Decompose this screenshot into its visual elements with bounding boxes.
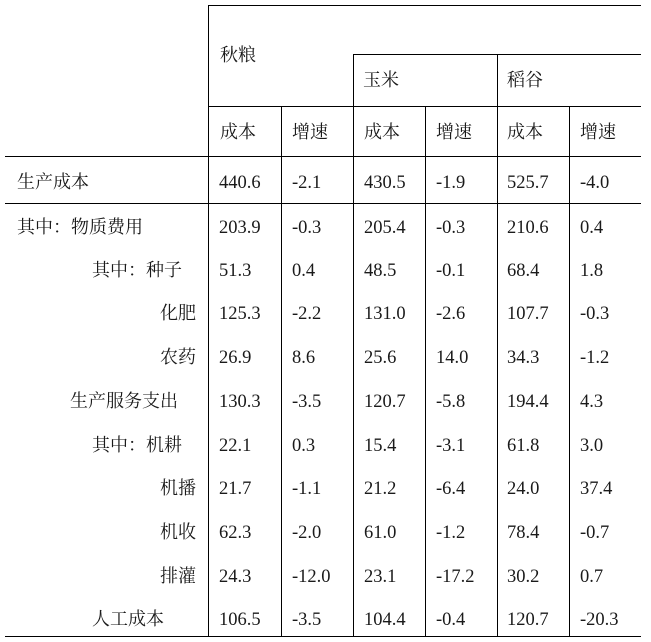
growth-cell: -17.2 xyxy=(436,567,475,587)
subheader-growth: 增速 xyxy=(580,122,616,143)
growth-cell: -0.7 xyxy=(580,523,610,543)
cost-cell: 131.0 xyxy=(364,304,406,324)
cost-cell: 62.3 xyxy=(219,523,252,543)
cost-cell: 30.2 xyxy=(507,567,540,587)
growth-cell: 8.6 xyxy=(292,348,316,368)
growth-cell: -12.0 xyxy=(292,567,331,587)
cost-cell: 210.6 xyxy=(507,218,549,238)
row-label: 人工成本 xyxy=(92,609,164,630)
row-label: 其中：种子 xyxy=(92,260,182,281)
growth-cell: -0.3 xyxy=(436,218,466,238)
subheader-growth: 增速 xyxy=(292,122,328,143)
growth-cell: 0.7 xyxy=(580,567,604,587)
cost-cell: 24.3 xyxy=(219,567,252,587)
growth-cell: -2.2 xyxy=(292,304,322,324)
growth-cell: 14.0 xyxy=(436,348,469,368)
growth-cell: 1.8 xyxy=(580,261,604,281)
cost-cell: 203.9 xyxy=(219,218,261,238)
growth-cell: -3.5 xyxy=(292,392,322,412)
row-label: 化肥 xyxy=(160,303,196,324)
cost-cell: 51.3 xyxy=(219,261,252,281)
total-row-rule xyxy=(5,203,641,204)
cost-cell: 21.7 xyxy=(219,479,252,499)
cost-cell: 107.7 xyxy=(507,304,549,324)
cost-cell: 106.5 xyxy=(219,610,261,630)
growth-cell: -3.1 xyxy=(436,436,466,456)
cost-cell: 120.7 xyxy=(507,610,549,630)
growth-cell: -1.1 xyxy=(292,479,322,499)
cost-cell: 194.4 xyxy=(507,392,549,412)
column-divider xyxy=(353,54,354,637)
growth-cell: 0.4 xyxy=(580,218,604,238)
subheader-growth: 增速 xyxy=(436,122,472,143)
table-bottom-rule xyxy=(5,636,641,637)
cost-cell: 21.2 xyxy=(364,479,397,499)
cost-cell: 23.1 xyxy=(364,567,397,587)
subheader-cost: 成本 xyxy=(220,122,256,143)
column-divider xyxy=(425,106,426,637)
cost-cell: 48.5 xyxy=(364,261,397,281)
growth-cell: -0.4 xyxy=(436,610,466,630)
label-column-divider xyxy=(208,5,209,637)
cost-cell: 25.6 xyxy=(364,348,397,368)
cost-cell: 440.6 xyxy=(219,173,261,193)
row-label: 生产成本 xyxy=(17,172,89,193)
growth-cell: -1.9 xyxy=(436,173,466,193)
growth-cell: -6.4 xyxy=(436,479,466,499)
cost-cell: 120.7 xyxy=(364,392,406,412)
cost-cell: 34.3 xyxy=(507,348,540,368)
crop-header-corn: 玉米 xyxy=(363,70,399,91)
cost-cell: 78.4 xyxy=(507,523,540,543)
cost-cell: 15.4 xyxy=(364,436,397,456)
cost-cell: 104.4 xyxy=(364,610,406,630)
growth-cell: -0.1 xyxy=(436,261,466,281)
cost-cell: 24.0 xyxy=(507,479,540,499)
cost-cell: 125.3 xyxy=(219,304,261,324)
growth-cell: -4.0 xyxy=(580,173,610,193)
cost-cell: 525.7 xyxy=(507,173,549,193)
growth-cell: -2.0 xyxy=(292,523,322,543)
column-divider xyxy=(569,106,570,637)
row-label: 生产服务支出 xyxy=(70,391,178,412)
row-label: 其中：物质费用 xyxy=(17,217,143,238)
growth-cell: 4.3 xyxy=(580,392,604,412)
cost-cell: 26.9 xyxy=(219,348,252,368)
growth-cell: -2.1 xyxy=(292,173,322,193)
crop-header-rice: 稻谷 xyxy=(507,70,543,91)
growth-cell: 0.3 xyxy=(292,436,316,456)
cost-cell: 61.0 xyxy=(364,523,397,543)
growth-cell: 37.4 xyxy=(580,479,613,499)
row-label: 机收 xyxy=(160,522,196,543)
column-divider xyxy=(497,54,498,637)
subheader-cost: 成本 xyxy=(364,122,400,143)
subheader-cost: 成本 xyxy=(507,122,543,143)
cost-cell: 205.4 xyxy=(364,218,406,238)
cost-cell: 61.8 xyxy=(507,436,540,456)
row-label: 其中：机耕 xyxy=(92,435,182,456)
cost-cell: 68.4 xyxy=(507,261,540,281)
growth-cell: 3.0 xyxy=(580,436,604,456)
cost-cell: 430.5 xyxy=(364,173,406,193)
cost-cell: 22.1 xyxy=(219,436,252,456)
growth-cell: -2.6 xyxy=(436,304,466,324)
column-divider xyxy=(281,106,282,637)
row-label: 排灌 xyxy=(160,566,196,587)
growth-cell: -3.5 xyxy=(292,610,322,630)
row-label: 农药 xyxy=(160,347,196,368)
growth-cell: 0.4 xyxy=(292,261,316,281)
growth-cell: -5.8 xyxy=(436,392,466,412)
cost-cell: 130.3 xyxy=(219,392,261,412)
growth-cell: -1.2 xyxy=(436,523,466,543)
group-header: 秋粮 xyxy=(220,45,256,66)
growth-cell: -0.3 xyxy=(580,304,610,324)
header-bottom-rule xyxy=(5,156,641,157)
growth-cell: -1.2 xyxy=(580,348,610,368)
growth-cell: -20.3 xyxy=(580,610,619,630)
row-label: 机播 xyxy=(160,478,196,499)
growth-cell: -0.3 xyxy=(292,218,322,238)
table-top-rule xyxy=(209,5,641,6)
